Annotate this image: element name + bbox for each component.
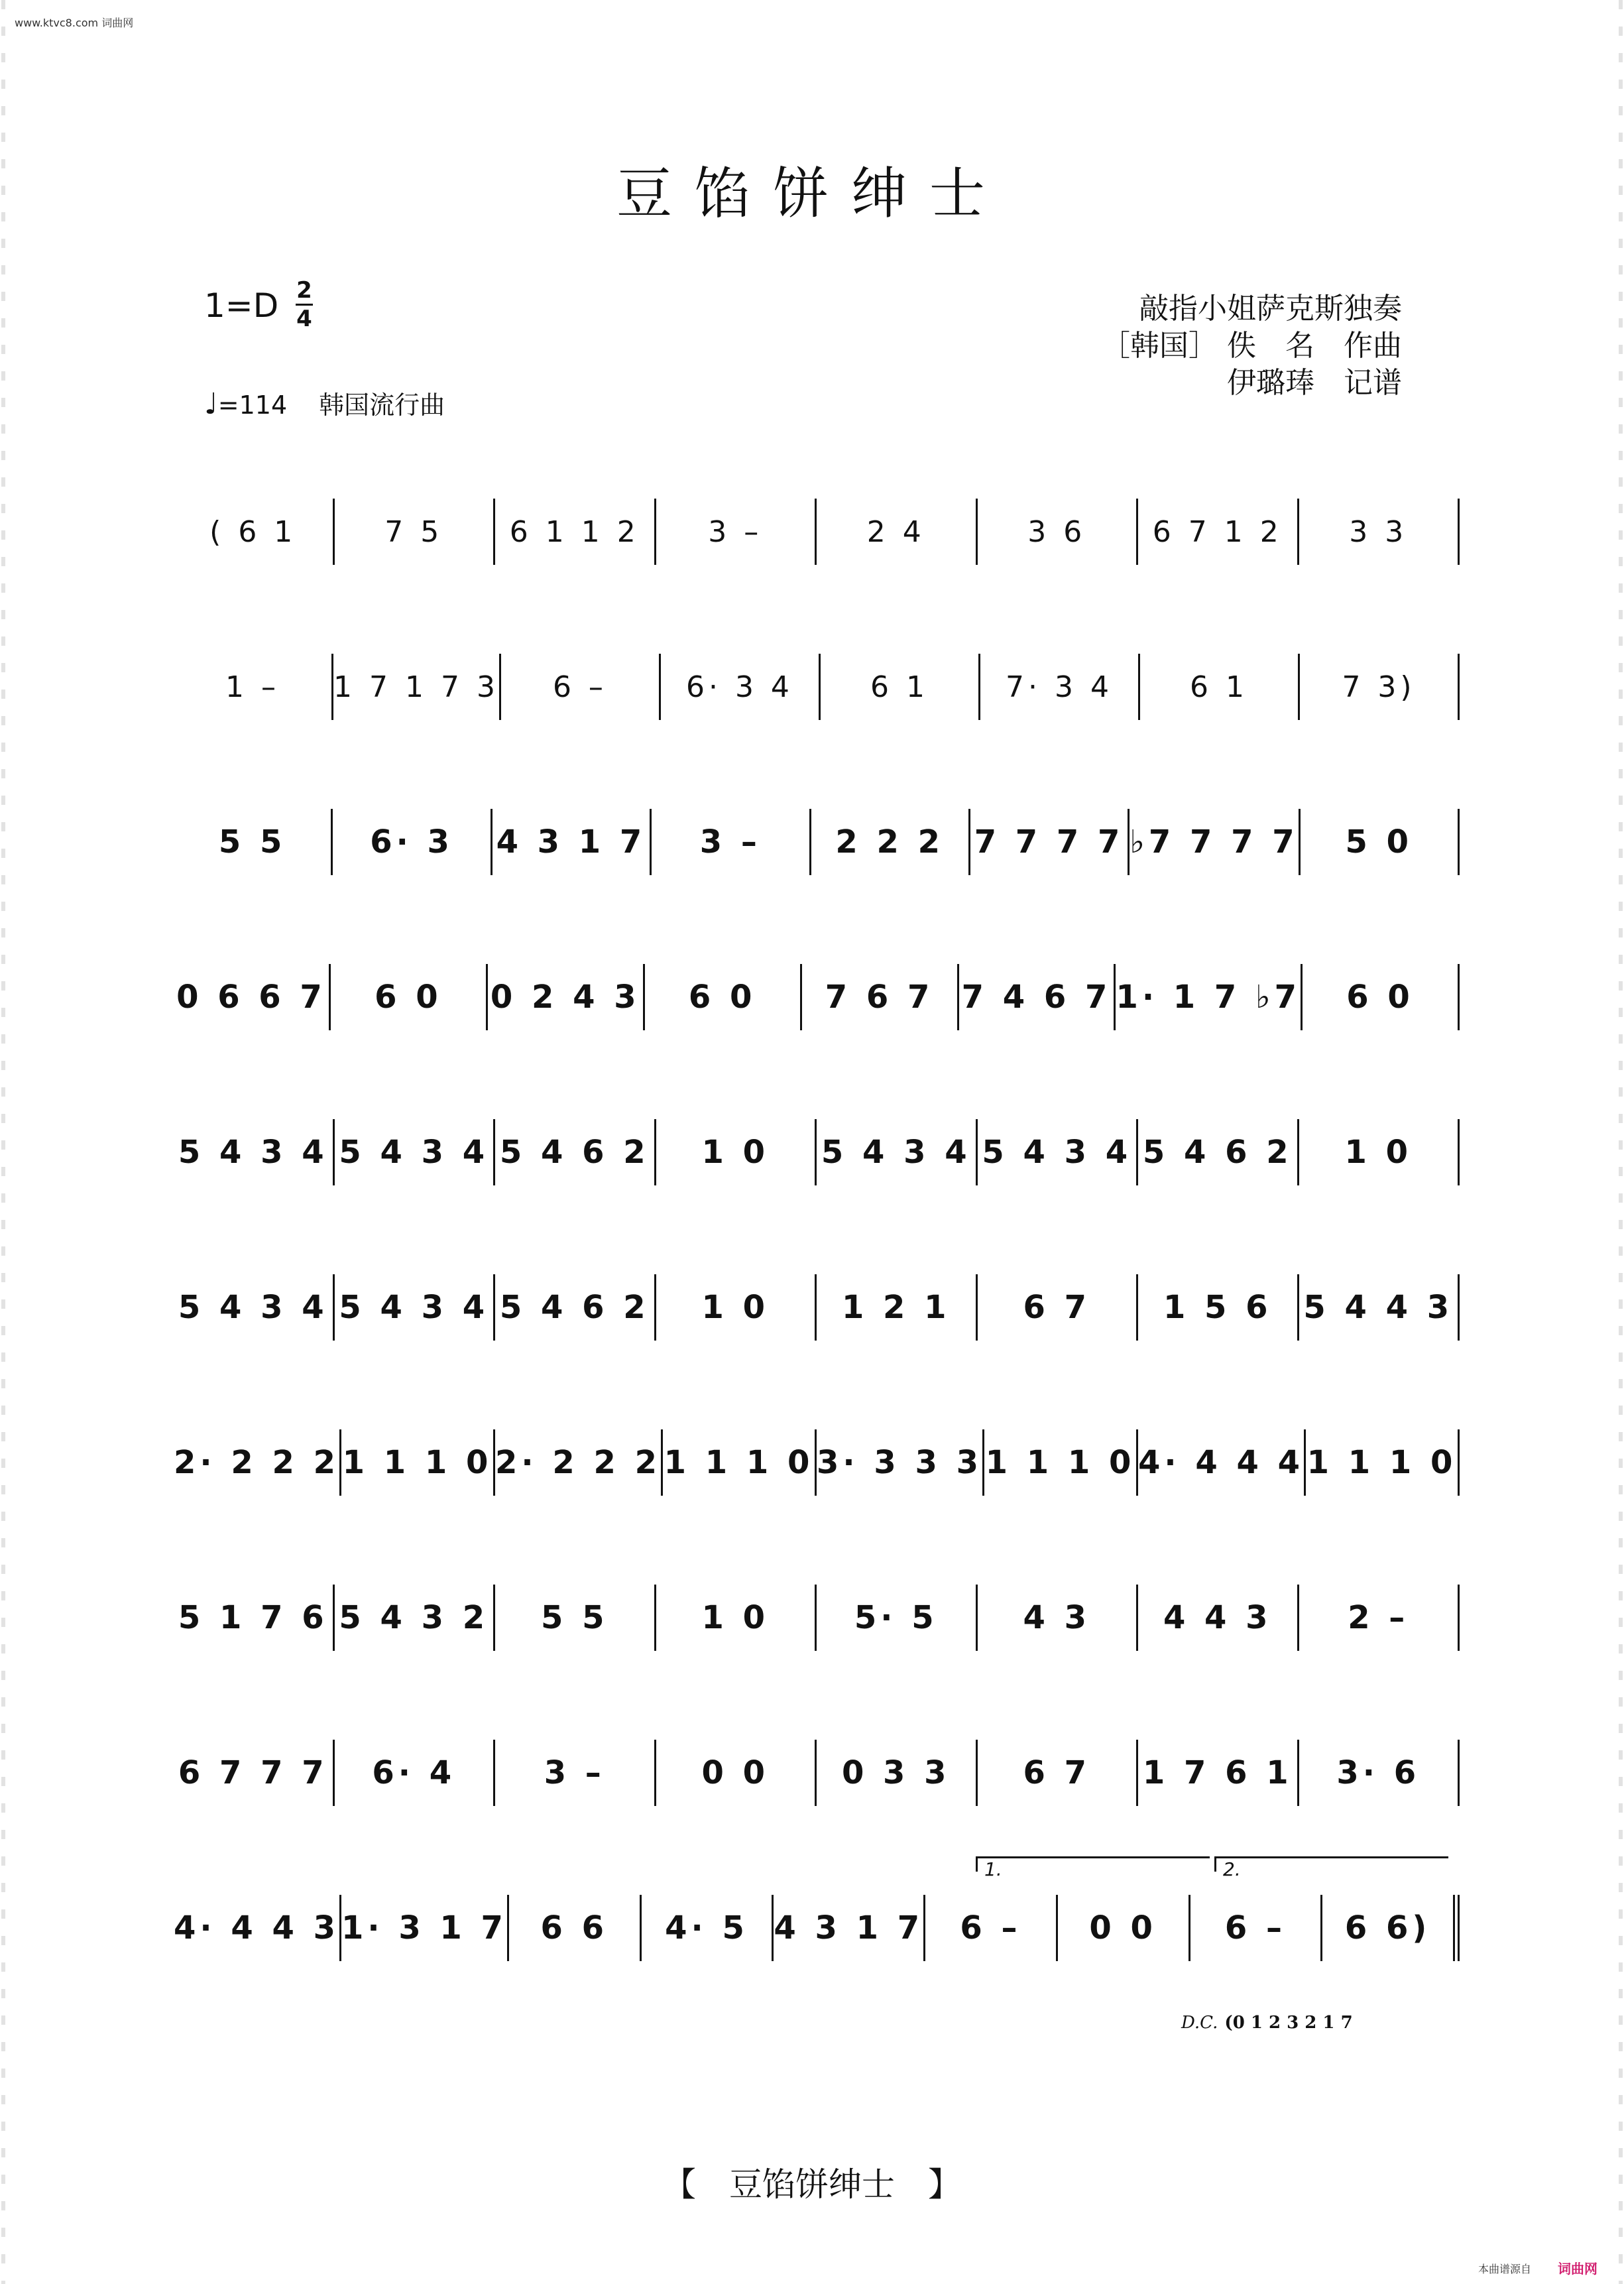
measure-notes: 5 4 6 2: [499, 1289, 650, 1326]
score-line: [174, 782, 1460, 937]
measure: [495, 499, 656, 565]
measure-notes: 4 3 1 7: [496, 823, 646, 861]
measure: [817, 1274, 978, 1341]
measure-notes: 1· 3 1 7: [341, 1909, 507, 1947]
measure-notes: 5 4 3 4: [982, 1134, 1132, 1171]
score-line: [174, 1713, 1460, 1868]
measure-notes: 1· 1 7 ♭7: [1116, 979, 1301, 1016]
measure: [495, 1429, 663, 1496]
measure-notes: 2 4: [866, 514, 925, 549]
measure: [1306, 1429, 1460, 1496]
measure: [1138, 1740, 1299, 1806]
measure: [174, 1274, 335, 1341]
measure: [1299, 1274, 1460, 1341]
measure: [1138, 1585, 1299, 1651]
measure-notes: 5 4 3 2: [339, 1599, 489, 1636]
measure: [341, 1429, 495, 1496]
measure: [817, 499, 978, 565]
measure-notes: 2 –: [1348, 1599, 1409, 1636]
measure: [1301, 809, 1460, 875]
measure: [821, 654, 980, 720]
measure-notes: 6 0: [1346, 979, 1414, 1016]
footer-logo: 词曲网: [1558, 2261, 1597, 2277]
measure: [970, 809, 1130, 875]
measure: [1138, 1119, 1299, 1185]
score: [174, 472, 1460, 2033]
measure-notes: 2· 2 2 2: [174, 1444, 339, 1481]
measure-notes: 3 –: [708, 514, 763, 549]
measure-notes: 6 6: [540, 1909, 609, 1947]
measure-notes: 4· 4 4 4: [1138, 1444, 1304, 1481]
measure: [656, 1740, 817, 1806]
measure: [984, 1429, 1138, 1496]
measure-notes: 7· 3 4: [1006, 670, 1113, 704]
measure: [495, 1119, 656, 1185]
measure: [174, 1429, 341, 1496]
measure-notes: 6 0: [688, 979, 756, 1016]
measure: [642, 1895, 774, 1961]
measure-notes: 1 –: [225, 670, 280, 704]
measure-notes: 4 3: [1023, 1599, 1090, 1636]
measure-notes: 2 2 2: [835, 823, 944, 861]
measure-notes: 6 7: [1023, 1289, 1090, 1326]
measure: [174, 1585, 335, 1651]
measure-notes: 4 4 3: [1163, 1599, 1272, 1636]
measure: [495, 1274, 656, 1341]
measure-notes: 1 1 1 0: [664, 1444, 814, 1481]
footer-source: 本曲谱源自: [1478, 2263, 1531, 2275]
measure: [1299, 1740, 1460, 1806]
measure-notes: 6 1: [870, 670, 929, 704]
measure: [1138, 1274, 1299, 1341]
score-line: [174, 627, 1460, 782]
measure-notes: ( 6 1: [209, 514, 297, 549]
measure-notes: 3 3: [1349, 514, 1408, 549]
measure: [174, 1740, 335, 1806]
credits: [1101, 290, 1402, 402]
measure-notes: 1 1 1 0: [342, 1444, 493, 1481]
measure-notes: 7 6 7: [825, 979, 934, 1016]
measure: [174, 809, 333, 875]
measure-notes: 6 6): [1344, 1909, 1431, 1947]
score-line: [174, 1558, 1460, 1713]
measure: [817, 1119, 978, 1185]
credit-line-composer: ［韩国］ 佚 名 作曲: [1101, 329, 1402, 363]
measure: [645, 964, 802, 1030]
measure: [341, 1895, 509, 1961]
measure: [1138, 1429, 1306, 1496]
left-margin-rule: [1, 0, 5, 2284]
site-url: www.ktvc8.com 词曲网: [15, 17, 134, 29]
measure: [174, 1895, 341, 1961]
tempo-value: =114: [217, 391, 288, 420]
measure: [1299, 1585, 1460, 1651]
right-margin-rule: [1619, 0, 1623, 2284]
measure-notes: 6 7 7 7: [178, 1754, 328, 1791]
dc-pickup-notes: (0 1 2 3 2 1 7: [1224, 2013, 1353, 2033]
measure-notes: 5· 5: [854, 1599, 938, 1636]
measure-notes: 1 2 1: [841, 1289, 951, 1326]
measure-notes: 6 0: [375, 979, 442, 1016]
measure: [978, 1119, 1139, 1185]
measure: [811, 809, 970, 875]
measure: [335, 1274, 496, 1341]
measure-notes: 5 5: [540, 1599, 609, 1636]
measure-notes: 1 0: [1344, 1134, 1412, 1171]
measure-notes: 2· 2 2 2: [495, 1444, 661, 1481]
measure: [817, 1585, 978, 1651]
measure: [817, 1429, 984, 1496]
measure: [656, 1119, 817, 1185]
measure-notes: 3 –: [544, 1754, 605, 1791]
measure-notes: 1 0: [701, 1134, 769, 1171]
measure-notes: 0 3 3: [841, 1754, 951, 1791]
measure-notes: 1 1 1 0: [1306, 1444, 1457, 1481]
time-signature-bottom: 4: [296, 306, 312, 332]
score-line: [174, 472, 1460, 627]
measure-notes: 6 7: [1023, 1754, 1090, 1791]
measure-notes: 6· 3 4: [685, 670, 793, 704]
measure-notes: 3· 3 3 3: [817, 1444, 982, 1481]
key-signature: 1=D: [204, 286, 279, 325]
footer-title: 【 豆馅饼绅士 】: [663, 2165, 961, 2204]
measure: [335, 499, 496, 565]
measure-notes: 5 5: [218, 823, 286, 861]
page-title: 豆馅饼绅士: [616, 161, 1008, 226]
measure: [978, 499, 1139, 565]
genre-label: 韩国流行曲: [319, 391, 445, 420]
measure-notes: 7 7 7 7: [974, 823, 1124, 861]
measure: [978, 1740, 1139, 1806]
measure-notes: 3 –: [699, 823, 761, 861]
measure-notes: 4· 4 4 3: [174, 1909, 339, 1947]
measure-notes: 0 6 6 7: [176, 979, 326, 1016]
measure-notes: 5 0: [1345, 823, 1413, 861]
measure: [333, 654, 501, 720]
measure-notes: 1 0: [701, 1289, 769, 1326]
measure: [1058, 1895, 1190, 1961]
measure: [1303, 964, 1460, 1030]
measure: [495, 1740, 656, 1806]
time-signature: [296, 278, 313, 331]
measure-notes: 1 5 6: [1163, 1289, 1272, 1326]
measure: [501, 654, 661, 720]
dc-text: D.C.: [1181, 2013, 1218, 2033]
measure: [335, 1119, 496, 1185]
measure-notes: 0 0: [1089, 1909, 1157, 1947]
measure: [652, 809, 811, 875]
measure-notes: 5 4 4 3: [1303, 1289, 1454, 1326]
measure: [1190, 1895, 1323, 1961]
measure-notes: 7 4 6 7: [961, 979, 1112, 1016]
measure: [174, 654, 333, 720]
measure: [509, 1895, 642, 1961]
measure-notes: 3· 6: [1336, 1754, 1421, 1791]
measure: [1300, 654, 1460, 720]
measure-notes: 6 –: [1224, 1909, 1286, 1947]
measure-notes: 7 5: [384, 514, 443, 549]
measure-notes: 6 –: [552, 670, 607, 704]
measure: [488, 964, 645, 1030]
score-line: [174, 1248, 1460, 1403]
measure-notes: 6 7 1 2: [1152, 514, 1283, 549]
measure: [174, 1119, 335, 1185]
measure: [1116, 964, 1303, 1030]
measure-notes: 5 4 3 4: [339, 1134, 489, 1171]
measure-notes: 5 1 7 6: [178, 1599, 328, 1636]
measure: [1299, 1119, 1460, 1185]
measure: [1299, 499, 1460, 565]
measure-notes: 1 7 1 7 3: [333, 670, 499, 704]
measure: [174, 964, 331, 1030]
measure-notes: 4 3 1 7: [774, 1909, 924, 1947]
credit-line-transcriber: 伊璐琫 记谱: [1227, 366, 1402, 400]
score-line: [174, 1858, 1460, 2033]
measure: [663, 1429, 817, 1496]
measure: [1130, 809, 1300, 875]
measure: [1140, 654, 1300, 720]
measure: [495, 1585, 656, 1651]
measure-notes: 5 4 3 4: [821, 1134, 971, 1171]
score-line: [174, 1093, 1460, 1248]
dc-annotation: [1181, 2013, 1353, 2033]
score-line: [174, 937, 1460, 1093]
measure-notes: 6· 4: [372, 1754, 456, 1791]
measure: [656, 499, 817, 565]
measure: [335, 1585, 496, 1651]
measure: [980, 654, 1140, 720]
measure: [978, 1274, 1139, 1341]
measure-notes: 3 6: [1027, 514, 1086, 549]
measure: [661, 654, 821, 720]
measure: [335, 1740, 496, 1806]
measure-notes: 1 1 1 0: [985, 1444, 1135, 1481]
measure: [925, 1895, 1058, 1961]
measure-notes: 5 4 6 2: [1142, 1134, 1293, 1171]
quarter-note-icon: ♩: [204, 387, 218, 421]
measure-notes: 6 1 1 2: [509, 514, 640, 549]
measure: [174, 499, 335, 565]
measure: [333, 809, 492, 875]
measure: [1138, 499, 1299, 565]
measure-notes: ♭7 7 7 7: [1130, 823, 1299, 861]
measure: [802, 964, 959, 1030]
measure-notes: 0 0: [701, 1754, 769, 1791]
measure: [774, 1895, 925, 1961]
measure-notes: 6 –: [960, 1909, 1021, 1947]
measure-notes: 5 4 3 4: [339, 1289, 489, 1326]
measure-notes: 5 4 3 4: [178, 1289, 328, 1326]
measure: [959, 964, 1116, 1030]
volta-first-ending: 1.: [976, 1856, 1210, 1872]
measure: [978, 1585, 1139, 1651]
measure: [656, 1585, 817, 1651]
measure-notes: 6 1: [1190, 670, 1248, 704]
time-signature-top: 2: [296, 277, 312, 304]
score-line: [174, 1403, 1460, 1558]
measure: [331, 964, 488, 1030]
measure-notes: 6· 3: [370, 823, 453, 861]
measure-notes: 4· 5: [665, 1909, 748, 1947]
measure-notes: 1 0: [701, 1599, 769, 1636]
volta-second-ending: 2.: [1214, 1856, 1448, 1872]
measure: [817, 1740, 978, 1806]
tempo-line: [204, 385, 445, 421]
measure-notes: 7 3): [1342, 670, 1416, 704]
measure: [656, 1274, 817, 1341]
measure-notes: 1 7 6 1: [1142, 1754, 1293, 1791]
measure: [1322, 1895, 1460, 1961]
measure-notes: 0 2 4 3: [490, 979, 640, 1016]
measure: [493, 809, 652, 875]
measure-notes: 5 4 6 2: [499, 1134, 650, 1171]
measure-notes: 5 4 3 4: [178, 1134, 328, 1171]
credit-line-performer: 敲指小姐萨克斯独奏: [1139, 292, 1402, 326]
